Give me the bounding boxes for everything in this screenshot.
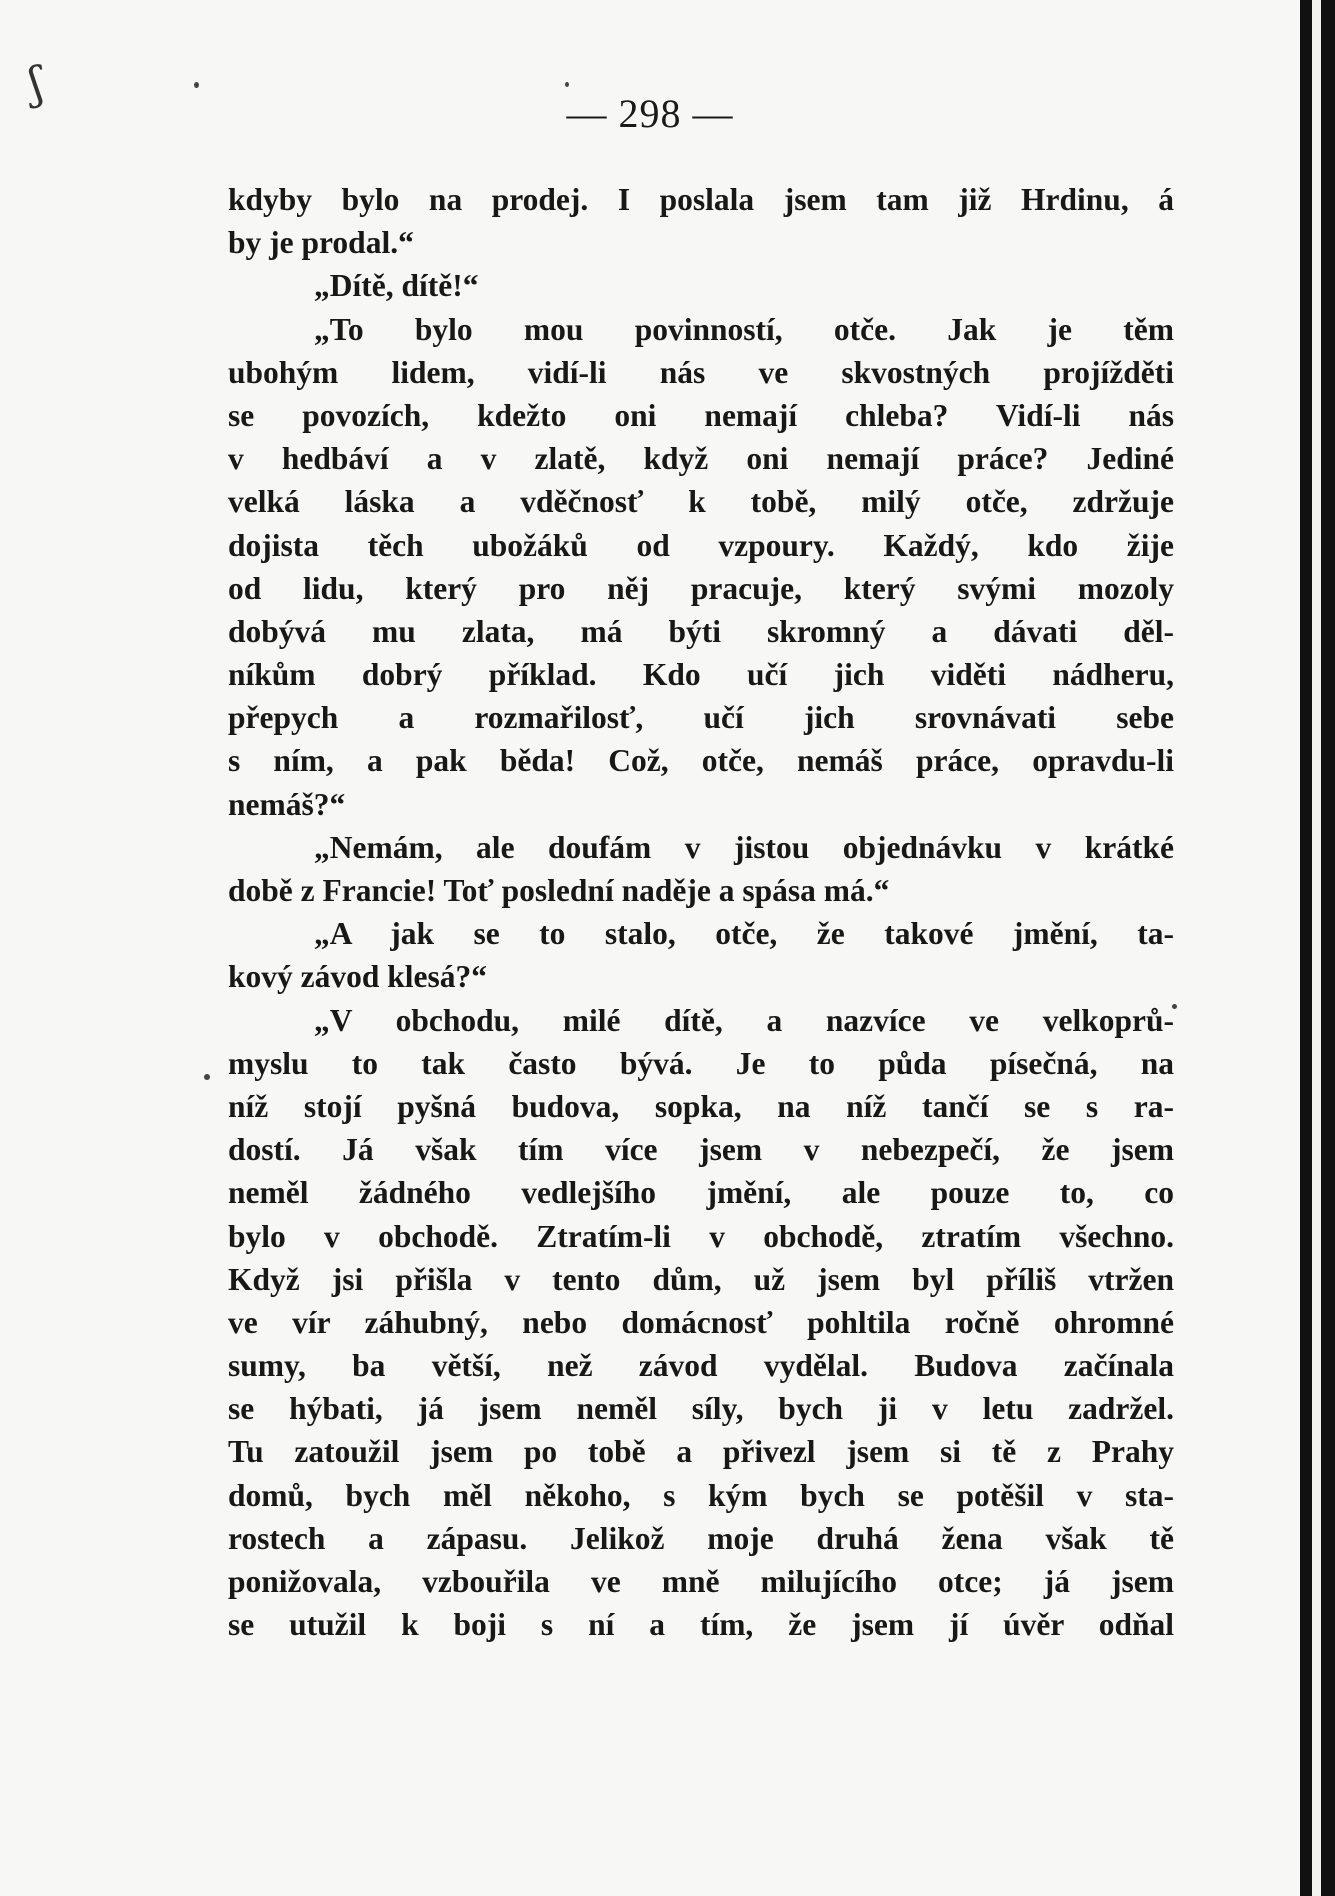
text-line: Když jsi přišla v tento dům, už jsem byl příliš vtržen bbox=[228, 1261, 1174, 1297]
text-line: neměl žádného vedlejšího jmění, ale pouze to, co bbox=[228, 1175, 1174, 1211]
text-line: se utužil k boji s ní a tím, že jsem jí úvěr odňal bbox=[228, 1607, 1174, 1643]
text-line: přepych a rozmařilosť, učí jich srovnávati sebe bbox=[228, 700, 1174, 736]
speck bbox=[565, 82, 569, 87]
text-line: Tu zatoužil jsem po tobě a přivezl jsem si tě z Prahy bbox=[228, 1434, 1174, 1470]
text-line: sumy, ba větší, než závod vydělal. Budova začínala bbox=[228, 1348, 1174, 1384]
text-line: by je prodal.“ bbox=[228, 225, 414, 261]
text-line: s ním, a pak běda! Což, otče, nemáš práce, opravdu-li bbox=[228, 743, 1174, 779]
text-line: v hedbáví a v zlatě, když oni nemají práce? Jediné bbox=[228, 441, 1174, 477]
text-line: se povozích, kdežto oni nemají chleba? Vidí-li nás bbox=[228, 397, 1174, 433]
text-line: nemáš?“ bbox=[228, 786, 346, 822]
text-line: „Dítě, dítě!“ bbox=[314, 268, 479, 304]
page-number: — 298 — bbox=[566, 91, 734, 136]
body-text bbox=[228, 178, 1174, 1646]
speck bbox=[204, 1074, 210, 1080]
text-line: níkům dobrý příklad. Kdo učí jich viděti nádheru, bbox=[228, 657, 1174, 693]
text-line: kový závod klesá?“ bbox=[228, 959, 488, 995]
text-line: velká láska a vděčnosť k tobě, milý otče, zdržuje bbox=[228, 484, 1174, 520]
text-line: dobývá mu zlata, má býti skromný a dávati děl- bbox=[228, 613, 1174, 649]
scan-edge-paper bbox=[1312, 0, 1321, 1896]
text-line: „A jak se to stalo, otče, že takové jmění, ta- bbox=[314, 916, 1174, 952]
text-line: níž stojí pyšná budova, sopka, na níž tančí se s ra- bbox=[228, 1088, 1174, 1124]
text-line: „V obchodu, milé dítě, a nazvíce ve velkoprů- bbox=[314, 1002, 1174, 1038]
text-line: „Nemám, ale doufám v jistou objednávku v krátké bbox=[314, 829, 1174, 865]
text-line: se hýbati, já jsem neměl síly, bych ji v letu zadržel. bbox=[228, 1391, 1174, 1427]
text-line: dojista těch ubožáků od vzpoury. Každý, kdo žije bbox=[228, 527, 1174, 563]
text-line: myslu to tak často bývá. Je to půda písečná, na bbox=[228, 1045, 1174, 1081]
text-line: době z Francie! Toť poslední naděje a spása má.“ bbox=[228, 873, 890, 908]
text-line: „To bylo mou povinností, otče. Jak je těm bbox=[314, 311, 1174, 347]
text-line: ubohým lidem, vidí-li nás ve skvostných projížděti bbox=[228, 354, 1174, 390]
speck bbox=[194, 82, 199, 88]
margin-pen-mark: ʃ bbox=[25, 57, 47, 110]
text-line: bylo v obchodě. Ztratím-li v obchodě, ztratím všechno. bbox=[228, 1218, 1174, 1254]
text-line: kdyby bylo na prodej. I poslala jsem tam již Hrdinu, á bbox=[228, 182, 1174, 217]
text-line: dostí. Já však tím více jsem v nebezpečí, že jsem bbox=[228, 1132, 1174, 1168]
text-line: ve vír záhubný, nebo domácnosť pohltila ročně ohromné bbox=[228, 1304, 1174, 1340]
text-line: rostech a zápasu. Jelikož moje druhá žena však tě bbox=[228, 1520, 1174, 1556]
text-line: ponižovala, vzbouřila ve mně milujícího otce; já jsem bbox=[228, 1564, 1174, 1599]
text-line: domů, bych měl někoho, s kým bych se potěšil v sta- bbox=[228, 1477, 1174, 1513]
text-line: od lidu, který pro něj pracuje, který svými mozoly bbox=[228, 570, 1174, 606]
